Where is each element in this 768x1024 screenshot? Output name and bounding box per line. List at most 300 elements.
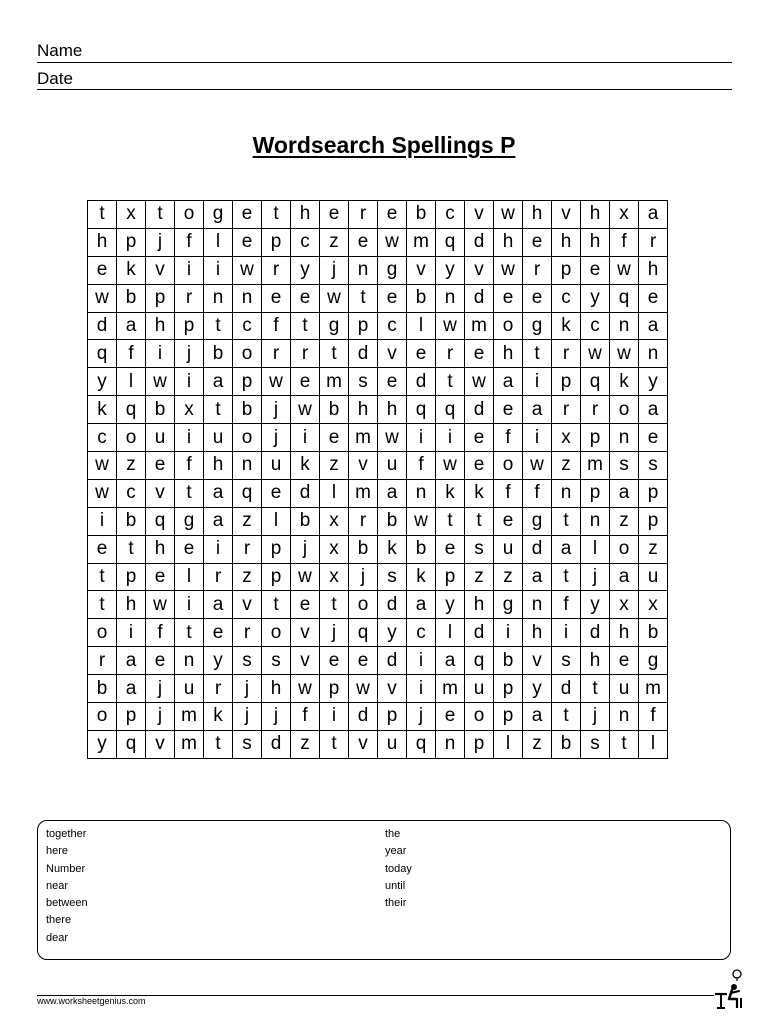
grid-cell: w: [407, 507, 436, 535]
grid-cell: t: [117, 535, 146, 563]
grid-cell: j: [581, 563, 610, 591]
grid-cell: a: [639, 396, 668, 424]
grid-cell: r: [175, 284, 204, 312]
grid-cell: k: [88, 396, 117, 424]
grid-cell: r: [349, 507, 378, 535]
grid-row: [88, 619, 668, 647]
grid-cell: d: [262, 730, 291, 758]
grid-cell: r: [233, 535, 262, 563]
grid-cell: r: [233, 619, 262, 647]
grid-cell: h: [581, 201, 610, 229]
grid-cell: v: [378, 340, 407, 368]
word-list-item: dear: [46, 931, 69, 944]
grid-cell: d: [465, 619, 494, 647]
grid-cell: h: [146, 535, 175, 563]
grid-cell: q: [436, 396, 465, 424]
grid-cell: e: [320, 647, 349, 675]
grid-cell: h: [146, 312, 175, 340]
grid-cell: t: [88, 201, 117, 229]
grid-cell: y: [88, 730, 117, 758]
grid-cell: k: [204, 703, 233, 731]
grid-cell: j: [146, 675, 175, 703]
grid-cell: v: [349, 452, 378, 480]
grid-cell: e: [378, 201, 407, 229]
grid-cell: f: [494, 479, 523, 507]
grid-cell: b: [117, 284, 146, 312]
grid-cell: b: [552, 730, 581, 758]
grid-cell: v: [291, 619, 320, 647]
grid-cell: p: [494, 703, 523, 731]
grid-cell: t: [436, 368, 465, 396]
student-at-desk-lightbulb-icon: [713, 968, 745, 1017]
grid-cell: h: [581, 228, 610, 256]
grid-cell: p: [262, 535, 291, 563]
grid-cell: w: [494, 201, 523, 229]
grid-cell: x: [552, 424, 581, 452]
grid-cell: a: [523, 563, 552, 591]
grid-row: [88, 675, 668, 703]
grid-cell: q: [146, 507, 175, 535]
grid-row: [88, 563, 668, 591]
grid-cell: o: [494, 312, 523, 340]
grid-cell: d: [378, 591, 407, 619]
grid-cell: z: [639, 535, 668, 563]
grid-cell: p: [175, 312, 204, 340]
grid-cell: y: [523, 675, 552, 703]
grid-cell: u: [465, 675, 494, 703]
grid-cell: a: [407, 591, 436, 619]
grid-cell: t: [88, 591, 117, 619]
grid-cell: s: [552, 647, 581, 675]
grid-cell: j: [291, 535, 320, 563]
word-list-item: their: [385, 897, 407, 910]
grid-cell: e: [88, 535, 117, 563]
date-line: [37, 89, 732, 90]
grid-cell: w: [494, 256, 523, 284]
grid-cell: h: [494, 228, 523, 256]
grid-cell: z: [523, 730, 552, 758]
grid-cell: a: [494, 368, 523, 396]
grid-cell: e: [494, 396, 523, 424]
grid-cell: i: [494, 619, 523, 647]
grid-cell: c: [581, 312, 610, 340]
grid-cell: u: [175, 675, 204, 703]
grid-cell: b: [146, 396, 175, 424]
grid-cell: l: [117, 368, 146, 396]
grid-cell: w: [146, 591, 175, 619]
grid-cell: d: [465, 228, 494, 256]
grid-cell: i: [204, 535, 233, 563]
grid-cell: p: [117, 228, 146, 256]
grid-cell: a: [523, 396, 552, 424]
grid-cell: y: [436, 591, 465, 619]
grid-cell: t: [552, 703, 581, 731]
grid-cell: z: [610, 507, 639, 535]
grid-cell: i: [407, 424, 436, 452]
grid-cell: f: [523, 479, 552, 507]
grid-cell: w: [291, 563, 320, 591]
grid-cell: e: [494, 507, 523, 535]
grid-cell: i: [436, 424, 465, 452]
grid-cell: w: [88, 284, 117, 312]
grid-cell: q: [407, 396, 436, 424]
grid-cell: d: [552, 675, 581, 703]
grid-cell: m: [639, 675, 668, 703]
grid-cell: e: [146, 563, 175, 591]
grid-cell: j: [262, 396, 291, 424]
word-list-item: today: [385, 862, 412, 875]
grid-cell: n: [581, 507, 610, 535]
grid-cell: v: [523, 647, 552, 675]
grid-cell: w: [610, 256, 639, 284]
grid-cell: w: [349, 675, 378, 703]
grid-cell: b: [407, 201, 436, 229]
grid-cell: l: [581, 535, 610, 563]
grid-cell: w: [146, 368, 175, 396]
grid-cell: x: [610, 201, 639, 229]
grid-cell: j: [262, 703, 291, 731]
grid-cell: m: [320, 368, 349, 396]
grid-cell: w: [523, 452, 552, 480]
grid-cell: b: [117, 507, 146, 535]
grid-cell: k: [465, 479, 494, 507]
grid-cell: j: [175, 340, 204, 368]
grid-cell: l: [204, 228, 233, 256]
grid-cell: i: [175, 256, 204, 284]
grid-cell: s: [378, 563, 407, 591]
grid-cell: c: [233, 312, 262, 340]
grid-cell: v: [146, 256, 175, 284]
grid-cell: x: [117, 201, 146, 229]
grid-row: [88, 396, 668, 424]
grid-cell: d: [88, 312, 117, 340]
word-list-item: between: [46, 897, 88, 910]
grid-cell: v: [465, 201, 494, 229]
grid-cell: l: [639, 730, 668, 758]
grid-cell: f: [262, 312, 291, 340]
grid-cell: e: [349, 228, 378, 256]
grid-cell: i: [175, 424, 204, 452]
grid-cell: w: [610, 340, 639, 368]
grid-cell: y: [204, 647, 233, 675]
grid-cell: e: [465, 340, 494, 368]
grid-cell: j: [407, 703, 436, 731]
grid-cell: s: [233, 730, 262, 758]
grid-cell: e: [465, 452, 494, 480]
grid-cell: q: [88, 340, 117, 368]
grid-cell: v: [233, 591, 262, 619]
grid-cell: n: [639, 340, 668, 368]
grid-cell: e: [175, 535, 204, 563]
grid-cell: b: [204, 340, 233, 368]
grid-cell: y: [88, 368, 117, 396]
grid-cell: l: [436, 619, 465, 647]
grid-cell: d: [523, 535, 552, 563]
grid-cell: t: [146, 201, 175, 229]
grid-cell: u: [204, 424, 233, 452]
grid-cell: v: [291, 647, 320, 675]
grid-cell: o: [175, 201, 204, 229]
grid-cell: i: [320, 703, 349, 731]
grid-cell: c: [117, 479, 146, 507]
grid-cell: o: [349, 591, 378, 619]
grid-cell: c: [378, 312, 407, 340]
grid-cell: a: [610, 479, 639, 507]
grid-cell: a: [552, 535, 581, 563]
grid-cell: c: [88, 424, 117, 452]
grid-cell: r: [262, 256, 291, 284]
grid-cell: d: [407, 368, 436, 396]
grid-cell: t: [349, 284, 378, 312]
grid-cell: e: [436, 703, 465, 731]
grid-cell: t: [552, 563, 581, 591]
grid-cell: d: [378, 647, 407, 675]
grid-cell: f: [494, 424, 523, 452]
grid-cell: f: [175, 452, 204, 480]
grid-cell: r: [204, 675, 233, 703]
grid-cell: g: [494, 591, 523, 619]
grid-cell: m: [436, 675, 465, 703]
grid-cell: e: [436, 535, 465, 563]
grid-cell: n: [610, 312, 639, 340]
grid-cell: n: [407, 479, 436, 507]
grid-cell: p: [262, 228, 291, 256]
grid-cell: w: [233, 256, 262, 284]
grid-cell: r: [262, 340, 291, 368]
grid-cell: t: [262, 201, 291, 229]
grid-cell: p: [117, 703, 146, 731]
grid-cell: h: [349, 396, 378, 424]
grid-cell: w: [320, 284, 349, 312]
grid-cell: s: [610, 452, 639, 480]
grid-cell: w: [581, 340, 610, 368]
grid-cell: e: [146, 647, 175, 675]
word-list-item: until: [385, 879, 406, 892]
grid-cell: k: [378, 535, 407, 563]
grid-cell: t: [465, 507, 494, 535]
grid-cell: b: [291, 507, 320, 535]
grid-cell: z: [233, 563, 262, 591]
grid-cell: w: [291, 396, 320, 424]
grid-cell: x: [175, 396, 204, 424]
grid-cell: t: [175, 479, 204, 507]
grid-cell: o: [233, 340, 262, 368]
grid-cell: q: [436, 228, 465, 256]
grid-cell: e: [146, 452, 175, 480]
grid-cell: x: [320, 535, 349, 563]
grid-cell: e: [639, 284, 668, 312]
grid-cell: t: [610, 730, 639, 758]
grid-cell: n: [610, 703, 639, 731]
grid-cell: x: [320, 507, 349, 535]
grid-cell: b: [320, 396, 349, 424]
grid-cell: h: [465, 591, 494, 619]
grid-cell: a: [117, 675, 146, 703]
grid-cell: s: [262, 647, 291, 675]
grid-cell: l: [407, 312, 436, 340]
grid-cell: u: [262, 452, 291, 480]
grid-cell: u: [639, 563, 668, 591]
grid-cell: i: [146, 340, 175, 368]
grid-cell: r: [349, 201, 378, 229]
grid-cell: t: [436, 507, 465, 535]
grid-cell: t: [262, 591, 291, 619]
grid-cell: e: [378, 368, 407, 396]
grid-cell: l: [175, 563, 204, 591]
grid-cell: e: [291, 591, 320, 619]
word-list-item: there: [46, 914, 72, 927]
grid-cell: b: [494, 647, 523, 675]
grid-cell: r: [552, 396, 581, 424]
grid-cell: y: [436, 256, 465, 284]
grid-cell: d: [349, 703, 378, 731]
grid-cell: g: [639, 647, 668, 675]
grid-cell: f: [175, 228, 204, 256]
page-title: Wordsearch Spellings P: [252, 132, 516, 158]
grid-row: [88, 730, 668, 758]
grid-cell: j: [146, 228, 175, 256]
grid-cell: o: [262, 619, 291, 647]
grid-cell: q: [465, 647, 494, 675]
grid-cell: e: [639, 424, 668, 452]
grid-cell: b: [349, 535, 378, 563]
grid-cell: t: [581, 675, 610, 703]
grid-cell: h: [523, 619, 552, 647]
grid-cell: l: [320, 479, 349, 507]
grid-cell: p: [552, 256, 581, 284]
grid-cell: h: [639, 256, 668, 284]
grid-cell: g: [320, 312, 349, 340]
grid-cell: i: [523, 368, 552, 396]
grid-cell: h: [581, 647, 610, 675]
grid-cell: g: [204, 201, 233, 229]
grid-cell: u: [494, 535, 523, 563]
wordsearch-grid: [87, 200, 668, 759]
grid-row: [88, 312, 668, 340]
word-list-box: [37, 820, 731, 960]
grid-cell: p: [436, 563, 465, 591]
grid-cell: j: [146, 703, 175, 731]
grid-cell: h: [494, 340, 523, 368]
grid-cell: n: [523, 591, 552, 619]
grid-cell: t: [204, 730, 233, 758]
grid-cell: j: [320, 256, 349, 284]
grid-cell: f: [407, 452, 436, 480]
grid-cell: p: [320, 675, 349, 703]
grid-cell: n: [204, 284, 233, 312]
grid-cell: o: [610, 396, 639, 424]
grid-cell: t: [320, 591, 349, 619]
grid-cell: p: [581, 424, 610, 452]
grid-cell: s: [639, 452, 668, 480]
date-label: Date: [37, 69, 73, 88]
grid-cell: i: [291, 424, 320, 452]
grid-cell: y: [581, 591, 610, 619]
grid-cell: a: [204, 591, 233, 619]
grid-cell: h: [117, 591, 146, 619]
name-label: Name: [37, 41, 83, 60]
grid-cell: r: [88, 647, 117, 675]
grid-cell: k: [436, 479, 465, 507]
grid-cell: x: [320, 563, 349, 591]
grid-cell: z: [494, 563, 523, 591]
grid-cell: g: [378, 256, 407, 284]
grid-cell: q: [581, 368, 610, 396]
grid-cell: p: [117, 563, 146, 591]
word-list-left: [46, 826, 88, 947]
grid-cell: i: [552, 619, 581, 647]
grid-cell: v: [349, 730, 378, 758]
grid-cell: w: [291, 675, 320, 703]
grid-cell: y: [581, 284, 610, 312]
grid-cell: n: [436, 730, 465, 758]
grid-cell: d: [465, 284, 494, 312]
grid-cell: t: [204, 312, 233, 340]
grid-cell: h: [88, 228, 117, 256]
grid-cell: v: [146, 479, 175, 507]
grid-cell: f: [552, 591, 581, 619]
grid-cell: e: [407, 340, 436, 368]
name-line: [37, 62, 732, 63]
grid-row: [88, 424, 668, 452]
grid-cell: p: [552, 368, 581, 396]
grid-cell: w: [436, 312, 465, 340]
grid-cell: p: [233, 368, 262, 396]
grid-cell: y: [378, 619, 407, 647]
grid-cell: z: [552, 452, 581, 480]
grid-cell: e: [610, 647, 639, 675]
grid-cell: a: [378, 479, 407, 507]
grid-cell: t: [552, 507, 581, 535]
grid-cell: p: [639, 507, 668, 535]
grid-cell: q: [117, 730, 146, 758]
grid-cell: d: [349, 340, 378, 368]
grid-cell: a: [436, 647, 465, 675]
grid-cell: n: [349, 256, 378, 284]
grid-cell: m: [349, 424, 378, 452]
grid-cell: z: [117, 452, 146, 480]
grid-cell: v: [465, 256, 494, 284]
grid-cell: i: [117, 619, 146, 647]
grid-cell: r: [436, 340, 465, 368]
grid-cell: h: [262, 675, 291, 703]
footer-url: www.worksheetgenius.com: [37, 996, 146, 1006]
grid-cell: x: [639, 591, 668, 619]
grid-cell: p: [465, 730, 494, 758]
grid-cell: a: [523, 703, 552, 731]
grid-cell: b: [88, 675, 117, 703]
grid-row: [88, 479, 668, 507]
grid-cell: l: [262, 507, 291, 535]
grid-row: [88, 201, 668, 229]
grid-cell: m: [175, 703, 204, 731]
word-list-item: here: [46, 845, 69, 858]
grid-cell: w: [378, 228, 407, 256]
grid-cell: k: [117, 256, 146, 284]
grid-cell: x: [610, 591, 639, 619]
grid-cell: r: [204, 563, 233, 591]
word-list-item: Number: [46, 862, 86, 875]
grid-cell: h: [552, 228, 581, 256]
grid-cell: s: [233, 647, 262, 675]
grid-cell: e: [465, 424, 494, 452]
grid-cell: e: [581, 256, 610, 284]
grid-cell: w: [262, 368, 291, 396]
grid-cell: h: [523, 201, 552, 229]
grid-cell: r: [581, 396, 610, 424]
grid-cell: q: [407, 730, 436, 758]
grid-cell: b: [639, 619, 668, 647]
